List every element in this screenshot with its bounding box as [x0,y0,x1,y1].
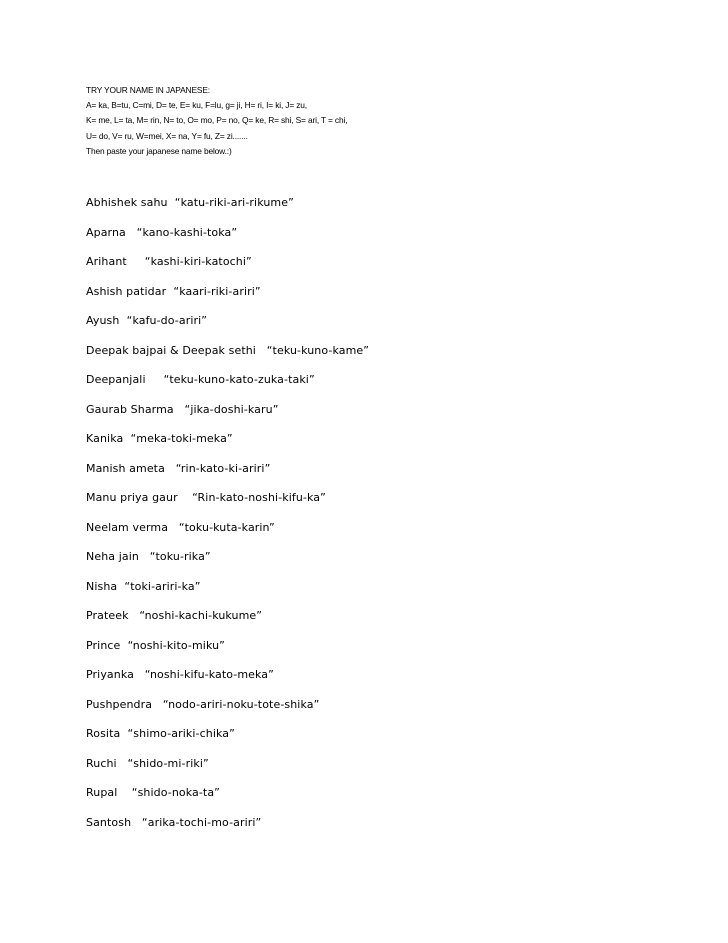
alphabet-key-line: A= ka, B=tu, C=mi, D= te, E= ku, F=lu, g= ji, H= ri, I= ki, J= zu, [86,100,307,111]
intro-instruction: Then paste your japanese name below.:) [86,145,232,156]
list-item: Santosh “arika-tochi-mo-ariri” [86,815,262,829]
alphabet-key-line: K= me, L= ta, M= rin, N= to, O= mo, P= no, Q= ke, R= shi, S= ari, T = chi, [86,115,348,126]
list-item: Neelam verma “toku-kuta-karin” [86,520,275,534]
list-item: Deepanjali “teku-kuno-kato-zuka-taki” [86,373,315,386]
list-item: Ruchi “shido-mi-riki” [86,756,209,770]
list-item: Rupal “shido-noka-ta” [86,786,220,799]
intro-block [86,83,686,159]
alphabet-key-line: U= do, V= ru, W=mei, X= na, Y= fu, Z= zi....... [86,130,248,141]
list-item: Arihant “kashi-kiri-katochi” [86,255,252,268]
list-item: Prateek “noshi-kachi-kukume” [86,609,263,622]
list-item: Kanika “meka-toki-meka” [86,432,233,445]
list-item: Deepak bajpai & Deepak sethi “teku-kuno-kame” [86,343,370,357]
list-item: Ashish patidar “kaari-riki-ariri” [86,284,261,298]
list-item: Gaurab Sharma “jika-doshi-karu” [86,402,279,416]
list-item: Prince “noshi-kito-miku” [86,638,225,652]
list-item: Abhishek sahu “katu-riki-ari-rikume” [86,196,294,209]
names-list [86,188,686,837]
list-item: Manish ameta “rin-kato-ki-ariri” [86,461,271,475]
list-item: Neha jain “toku-rika” [86,550,211,563]
list-item: Rosita “shimo-ariki-chika” [86,727,235,740]
list-item: Nisha “toki-ariri-ka” [86,579,201,593]
intro-heading: TRY YOUR NAME IN JAPANESE: [86,85,210,95]
list-item: Pushpendra “nodo-ariri-noku-tote-shika” [86,697,320,711]
list-item: Priyanka “noshi-kifu-kato-meka” [86,668,274,681]
list-item: Manu priya gaur “Rin-kato-noshi-kifu-ka” [86,491,326,504]
list-item: Aparna “kano-kashi-toka” [86,225,238,239]
list-item: Ayush “kafu-do-ariri” [86,314,208,327]
